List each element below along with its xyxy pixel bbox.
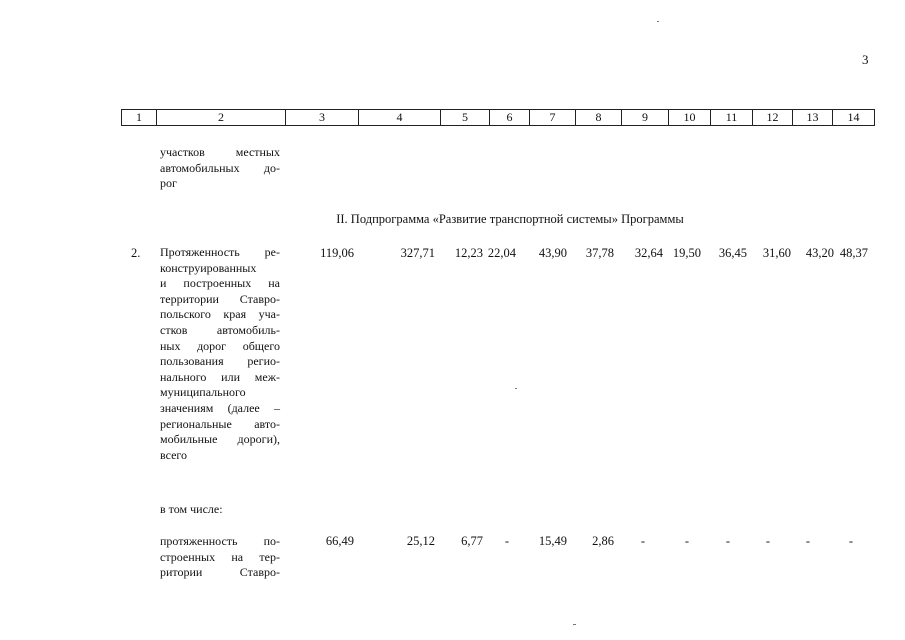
value-cell: 12,23 [454,246,483,260]
column-header: 5 [440,110,489,125]
text-line: нального или меж- [160,369,280,384]
text-line: рог [160,176,177,191]
text-line: участков местных [160,145,280,159]
value-cell: 22,04 [487,246,516,260]
column-header: 2 [156,110,285,125]
text-line: автомобильных до- [160,160,280,175]
column-header: 3 [285,110,358,125]
value-cell: 6,77 [461,534,483,548]
text-line: значениям (далее – [160,400,280,415]
text-line: ритории Ставро- [160,565,280,580]
section-title: II. Подпрограмма «Развитие транспортной системы» Программы [336,212,684,226]
text-line: Протяженность ре- [160,245,280,259]
value-cell: 43,20 [805,246,834,260]
value-cell: - [805,534,810,548]
value-cell: 15,49 [538,534,567,548]
value-cell: 32,64 [634,246,663,260]
text-line: муниципального [160,385,246,400]
value-cell: 37,78 [585,246,614,260]
column-header: 13 [792,110,832,125]
value-cell: 66,49 [325,534,354,548]
text-line: стков автомобиль- [160,322,280,337]
value-cell: - [848,534,853,548]
row-description [160,245,280,463]
text-line: региональные авто- [160,416,280,431]
text-line: всего [160,447,188,462]
column-header: 1 [136,110,142,124]
column-header: 11 [710,110,752,125]
value-cell: 31,60 [762,246,791,260]
value-cell: - [725,534,730,548]
including-label: в том числе: [160,502,223,516]
value-cell: - [765,534,770,548]
text-line: строенных на тер- [160,549,280,564]
text-line: территории Ставро- [160,291,280,306]
scan-speck [657,21,659,22]
text-line: ных дорог общего [160,338,280,353]
column-header: 8 [575,110,621,125]
value-cell: 43,90 [538,246,567,260]
scan-speck [573,624,576,625]
value-cell: 19,50 [672,246,701,260]
value-cell: - [504,534,509,548]
table-header-row [121,109,875,126]
text-line: польского края уча- [160,307,280,322]
column-header: 6 [489,110,529,125]
text-line: пользования регио- [160,354,280,369]
previous-row-description [160,145,280,192]
scan-speck [515,388,517,389]
column-header: 9 [621,110,668,125]
column-header: 12 [752,110,792,125]
text-line: протяженность по- [160,534,280,548]
value-cell: - [640,534,645,548]
row-number: 2. [131,246,141,260]
column-header: 10 [668,110,710,125]
text-line: мобильные дороги), [160,432,280,447]
column-header: 14 [832,110,874,125]
value-cell: 25,12 [406,534,435,548]
value-cell: 48,37 [839,246,868,260]
value-cell: 327,71 [400,246,435,260]
column-header: 7 [529,110,575,125]
page-number: 3 [862,52,869,67]
text-line: конструированных [160,260,257,275]
value-cell: 36,45 [718,246,747,260]
text-line: и построенных на [160,276,280,291]
column-header: 4 [358,110,440,125]
value-cell: - [684,534,689,548]
value-cell: 119,06 [320,246,354,260]
value-cell: 2,86 [592,534,614,548]
sub-row-description [160,534,280,581]
